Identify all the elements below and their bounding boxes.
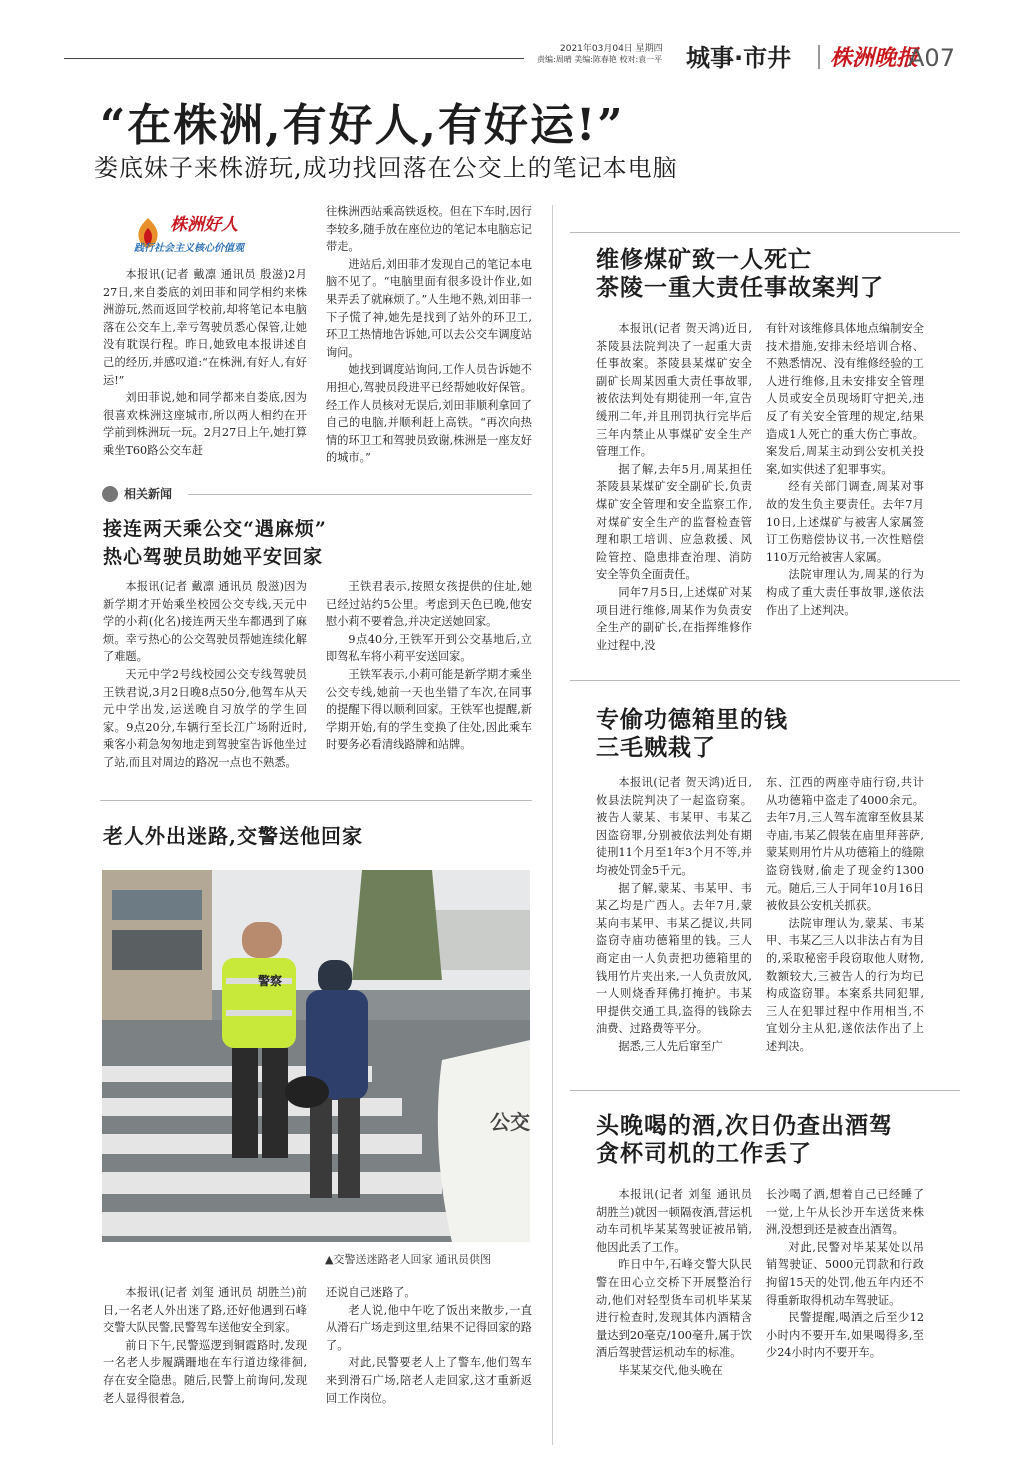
- elder-col-2: [326, 1284, 532, 1407]
- theft-col-2: [766, 774, 924, 1056]
- bus-col-1: [103, 578, 307, 772]
- drunk-col-2: [766, 1186, 924, 1362]
- paragraph: 本报讯(记者 刘玺 通讯员 胡胜兰)前日,一名老人外出迷了路,还好他遇到石峰交警大队民警,民警驾车送他安全到家。: [103, 1286, 307, 1335]
- bus-label: 公交: [490, 1110, 530, 1134]
- paragraph: 有针对该维修具体地点编制安全技术措施,安排未经培训合格、不熟悉情况、没有维修经验的工人进行维修,且未安排安全管理人员或安全员现场盯守把关,违反了有关安全管理的规定,结果造成1人死亡的重大伤亡事故。案发后,周某主动到公安机关投案,如实供述了犯罪事实。: [766, 322, 924, 476]
- mine-col-2: [766, 320, 924, 619]
- badge-subtitle: 践行社会主义核心价值观: [134, 243, 244, 254]
- theft-col-1: [596, 774, 752, 1056]
- photo-caption: ▲交警送迷路老人回家 通讯员供图: [325, 1253, 491, 1266]
- lead-headline: “在株洲,有好人,有好运!”: [100, 100, 625, 151]
- paragraph: 据了解,去年5月,周某担任茶陵县某煤矿安全副矿长,负责煤矿安全管理和安全监察工作,对煤矿安全生产的监督检查管理和职工培训、应急救援、风险管控、隐患排查治理、消防安全等负全面责任。: [596, 462, 752, 582]
- paragraph: 王铁军表示,小莉可能是新学期才乘坐公交专线,她前一天也坐错了车次,在同事的提醒下得以顺利回家。王铁军也提醒,新学期开始,有的学生变换了住处,因此乘车时要务必看清线路牌和站牌。: [326, 667, 532, 752]
- bus-headline-1: 接连两天乘公交“遇麻烦”: [103, 518, 327, 540]
- paragraph: 往株洲西站乘高铁返校。但在下车时,因行李较多,随手放在座位边的笔记本电脑忘记带走。: [326, 205, 532, 254]
- elder-col-1: [103, 1284, 307, 1407]
- drunk-headline-1: 头晚喝的酒,次日仍查出酒驾: [596, 1112, 894, 1139]
- drunk-col-1: [596, 1186, 752, 1380]
- paragraph: 同年7月5日,上述煤矿对某项目进行维修,周某作为负责安全生产的副矿长,在指挥维修作业过程中,没: [596, 585, 752, 652]
- vest-label: 警察: [258, 974, 283, 988]
- bus-headline-2: 热心驾驶员助她平安回家: [103, 546, 324, 568]
- paragraph: 王铁君表示,按照女孩提供的住址,她已经过站约5公里。考虑到天色已晚,他安慰小莉不要着急,并决定送她回家。: [326, 580, 532, 629]
- speech-bubble-icon: [102, 486, 118, 502]
- mine-col-1: [596, 320, 752, 654]
- paragraph: 对此,民警对毕某某处以吊销驾驶证、5000元罚款和行政拘留15天的处罚,他五年内还不得重新取得机动车驾驶证。: [766, 1240, 924, 1307]
- police-photo: [102, 870, 530, 1242]
- paragraph: 本报讯(记者 戴凛 通讯员 殷滋)2月27日,来自娄底的刘田菲和同学相约来株洲游玩,然而返回学校前,却将笔记本电脑落在公交车上,幸亏驾驶员悉心保管,让她没有耽误行程。昨日,她致电本报讲述自己的经历,并感叹道:“在株洲,有好人,有好运!”: [103, 268, 307, 387]
- badge-title: 株洲好人: [170, 215, 238, 235]
- paragraph: 她找到调度站询问,工作人员告诉她不用担心,驾驶员段进平已经帮她收好保管。经工作人员核对无误后,刘田菲顺利拿回了自己的电脑,并顺利赶上高铁。“再次向热情的环卫工和驾驶员致谢,株洲是一座友好的城市。”: [326, 363, 532, 465]
- paragraph: 法院审理认为,蒙某、韦某甲、韦某乙三人以非法占有为目的,采取秘密手段窃取他人财物,数额较大,三被告人的行为均已构成盗窃罪。本案系共同犯罪,三人在犯罪过程中作用相当,不宜划分主从犯,遂依法作出了上述判决。: [766, 916, 924, 1053]
- paragraph: 法院审理认为,周某的行为构成了重大责任事故罪,遂依法作出了上述判决。: [766, 568, 924, 617]
- paragraph: 毕某某交代,他头晚在: [618, 1363, 723, 1377]
- paragraph: 昨日中午,石峰交警大队民警在田心立交桥下开展整治行动,他们对轻型货车司机毕某某进行检查时,发现其体内酒精含量达到20毫克/100毫升,属于饮酒后驾驶营运机动车的标准。: [596, 1258, 752, 1360]
- mine-headline-1: 维修煤矿致一人死亡: [596, 246, 812, 273]
- paragraph: 本报讯(记者 戴凛 通讯员 殷滋)因为新学期才开始乘坐校园公交专线,天元中学的小莉(化名)接连两天坐车都遇到了麻烦。幸亏热心的公交驾驶员帮她连续化解了难题。: [103, 580, 307, 664]
- paragraph: 本报讯(记者 刘玺 通讯员 胡胜兰)就因一顿隔夜酒,营运机动车司机毕某某驾驶证被吊销,他因此丢了工作。: [596, 1188, 752, 1254]
- paragraph: 前日下午,民警巡逻到铜霞路时,发现一名老人步履蹒跚地在车行道边缘徘徊,存在安全隐患。随后,民警上前询问,发现老人显得很着急,: [103, 1338, 307, 1405]
- paragraph: 经有关部门调查,周某对事故的发生负主要责任。去年7月10日,上述煤矿与被害人家属签订工伤赔偿协议书,一次性赔偿110万元给被害人家属。: [766, 480, 924, 564]
- editor-credits: 责编:周晴 美编:陈春艳 校对:袁一平: [537, 55, 663, 64]
- related-news-label: 相关新闻: [124, 487, 173, 501]
- photo-illustration: [102, 870, 530, 1242]
- mine-headline-2: 茶陵一重大责任事故案判了: [596, 274, 884, 301]
- issue-date: 2021年03月04日 星期四: [560, 44, 663, 54]
- paragraph: 本报讯(记者 贺天鸿)近日,茶陵县法院判决了一起重大责任事故案。茶陵县某煤矿安全副矿长周某因重大责任事故罪,被依法判处有期徒刑一年,宣告缓刑二年,并且刑罚执行完毕后三年内禁止从事煤矿安全生产管理工作。: [596, 322, 752, 459]
- paragraph: 天元中学2号线校园公交专线驾驶员王铁君说,3月2日晚8点50分,他驾车从天元中学出发,运送晚自习放学的学生回家。9点20分,车辆行至长江广场附近时,乘客小莉急匆匆地走到驾驶室告诉他坐过了站,而且对周边的路况一点也不熟悉。: [103, 667, 307, 769]
- paragraph: 长沙喝了酒,想着自己已经睡了一觉,上午从长沙开车送货来株洲,没想到还是被查出酒驾。: [766, 1188, 924, 1237]
- lead-col-2: [326, 203, 532, 467]
- page-number: A07: [908, 44, 955, 72]
- section-title: 城事·市井: [686, 44, 792, 72]
- theft-headline-1: 专偷功德箱里的钱: [596, 706, 788, 733]
- paragraph: 东、江西的两座寺庙行窃,共计从功德箱中盗走了4000余元。去年7月,三人驾车流窜至攸县某寺庙,韦某乙假装在庙里拜菩萨,蒙某则用竹片从功德箱上的缝隙盗窃钱财,偷走了现金约1300元。随后,三人于同年10月16日被攸县公安机关抓获。: [766, 776, 924, 913]
- paragraph: 进站后,刘田菲才发现自己的笔记本电脑不见了。“电脑里面有很多设计作业,如果弄丢了就麻烦了。”人生地不熟,刘田菲一下子慌了神,她先是找到了站外的环卫工,环卫工热情地告诉她,可以去公交车调度站询问。: [326, 257, 532, 359]
- related-news-tag: [102, 485, 188, 503]
- paragraph: 据悉,三人先后窜至广: [618, 1039, 723, 1053]
- paper-logo: 株洲晚报: [830, 45, 919, 71]
- paragraph: 9点40分,王铁军开到公交基地后,立即驾私车将小莉平安送回家。: [326, 632, 532, 664]
- haoren-badge: [120, 210, 290, 266]
- theft-headline-2: 三毛贼栽了: [596, 734, 716, 761]
- lead-col-1: [103, 266, 307, 460]
- paragraph: 民警提醒,喝酒之后至少12小时内不要开车,如果喝得多,至少24小时内不要开车。: [766, 1311, 924, 1360]
- elder-headline: 老人外出迷路,交警送他回家: [103, 824, 363, 848]
- paragraph: 本报讯(记者 贺天鸿)近日,攸县法院判决了一起盗窃案。被告人蒙某、韦某甲、韦某乙因盗窃罪,分别被依法判处有期徒刑11个月至1年3个月不等,并均被处罚金5千元。: [596, 776, 752, 877]
- lead-subhead: 娄底妹子来株游玩,成功找回落在公交上的笔记本电脑: [94, 154, 678, 182]
- paragraph: 据了解,蒙某、韦某甲、韦某乙均是广西人。去年7月,蒙某向韦某甲、韦某乙提议,共同盗窃寺庙功德箱里的钱。三人商定由一人负责把功德箱里的钱用竹片夹出来,一人负责放风,一人则烧香拜佛打掩护。韦某甲提供交通工具,盗得的钱除去油费、过路费等平分。: [596, 881, 752, 1036]
- bus-col-2: [326, 578, 532, 754]
- paragraph: 还说自己迷路了。: [326, 1286, 416, 1299]
- paragraph: 刘田菲说,她和同学都来自娄底,因为很喜欢株洲这座城市,所以两人相约在开学前到株洲玩一玩。2月27日上午,她打算乘坐T60路公交车赶: [103, 391, 307, 457]
- drunk-headline-2: 贪杯司机的工作丢了: [596, 1140, 812, 1167]
- paragraph: 对此,民警要老人上了警车,他们驾车来到滑石广场,陪老人走回家,这才重新返回工作岗位。: [326, 1356, 532, 1405]
- paragraph: 老人说,他中午吃了饭出来散步,一直从滑石广场走到这里,结果不记得回家的路了。: [326, 1303, 532, 1352]
